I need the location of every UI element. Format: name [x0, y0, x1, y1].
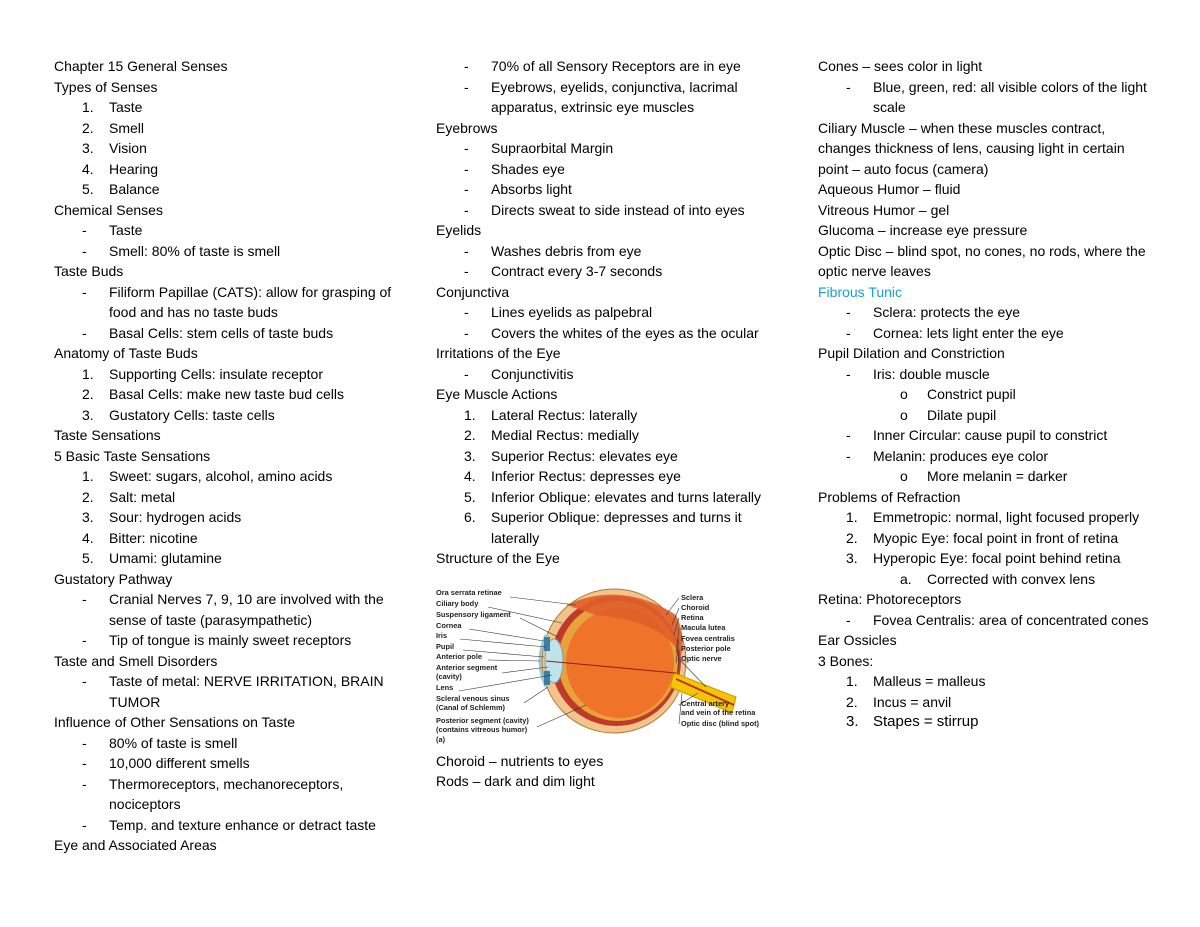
list-marker: 1.	[82, 99, 94, 115]
list-marker: 2.	[82, 488, 94, 505]
list-text: Umami: glutamine	[109, 550, 222, 566]
numbered-item-superior-oblique-depresses-and-turns-it-	[436, 507, 781, 548]
numbered-item-salt-metal	[54, 487, 399, 508]
list-text: Inner Circular: cause pupil to constrict	[873, 427, 1108, 443]
list-marker: 3.	[82, 140, 94, 156]
list-marker: 1.	[464, 406, 476, 423]
list-text: Eyebrows, eyelids, conjunctiva, lacrimal apparatus, extrinsic eye muscles	[491, 78, 738, 115]
heading-optic-disc-blind-spot-no-cones-no-rods-w: Optic Disc – blind spot, no cones, no rods, where the optic nerve leaves	[818, 242, 1146, 279]
label-posterior-segment: Posterior segment (cavity)	[436, 715, 529, 725]
heading-retina-photoreceptors: Retina: Photoreceptors	[818, 591, 962, 607]
sub-item-constrict-pupil	[818, 384, 1158, 405]
heading-taste-buds: Taste Buds	[54, 263, 124, 279]
bullet-item-filiform-papillae-cats-allow-for-graspin	[54, 282, 399, 323]
list-text: Basal Cells: stem cells of taste buds	[109, 324, 334, 341]
list-text: Temp. and texture enhance or detract taste	[109, 816, 376, 833]
list-marker: 4.	[82, 529, 94, 546]
label-optic-disc: Optic disc (blind spot)	[681, 718, 760, 728]
heading-choroid-nutrients-to-eyes: Choroid – nutrients to eyes	[436, 752, 604, 769]
list-marker: 1.	[846, 509, 858, 525]
list-text: Sweet: sugars, alcohol, amino acids	[109, 468, 333, 484]
numbered-item-inferior-rectus-depresses-eye	[436, 466, 781, 487]
list-text: Filiform Papillae (CATS): allow for grasping of food and has no taste buds	[109, 283, 392, 320]
list-marker: 5.	[82, 550, 94, 566]
list-marker: 2.	[464, 427, 476, 443]
label-retina: Retina	[681, 612, 704, 622]
label-suspensory-ligament: Suspensory ligament	[436, 609, 511, 619]
list-marker: -	[464, 181, 469, 197]
numbered-item-vision	[54, 138, 399, 159]
list-text: Salt: metal	[109, 488, 176, 505]
heading-taste-sensations: Taste Sensations	[54, 427, 161, 443]
list-marker: -	[82, 816, 87, 833]
label-vitreous-humor: (contains vitreous humor)	[436, 724, 528, 734]
label-lens: Lens	[436, 682, 454, 692]
heading-eye-and-associated-areas: Eye and Associated Areas	[54, 837, 217, 853]
right-labels	[681, 593, 760, 728]
bullet-item-smell-80-of-taste-is-smell	[54, 241, 399, 262]
label-iris: Iris	[436, 630, 448, 640]
list-text: Medial Rectus: medially	[491, 427, 639, 443]
heading-gustatory-pathway: Gustatory Pathway	[54, 570, 173, 587]
bullet-item-fovea-centralis-area-of-concentrated-con	[818, 610, 1158, 631]
list-marker: -	[82, 222, 87, 238]
list-marker: 1.	[82, 468, 94, 484]
numbered-item-hearing	[54, 159, 399, 180]
list-marker: -	[82, 734, 87, 751]
label-anterior-pole: Anterior pole	[436, 651, 482, 661]
list-text: Inferior Oblique: elevates and turns laterally	[491, 488, 762, 505]
bullet-item-absorbs-light	[436, 179, 781, 200]
label-optic-nerve: Optic nerve	[681, 653, 722, 663]
numbered-item-supporting-cells-insulate-receptor	[54, 364, 399, 385]
bullet-item-cranial-nerves-7-9-10-are-involved-with-	[54, 589, 399, 630]
list-text: Supraorbital Margin	[491, 140, 614, 156]
list-marker: 3.	[846, 713, 859, 730]
list-marker: o	[900, 406, 908, 423]
list-marker: -	[846, 447, 851, 464]
label-fovea-centralis: Fovea centralis	[681, 633, 735, 643]
bullet-item-blue-green-red-all-visible-colors-of-the	[818, 77, 1158, 118]
bullet-item-cornea-lets-light-enter-the-eye	[818, 323, 1158, 344]
list-marker: -	[82, 242, 87, 259]
label-pupil: Pupil	[436, 641, 455, 651]
heading-anatomy-of-taste-buds: Anatomy of Taste Buds	[54, 345, 198, 361]
heading-eyelids: Eyelids	[436, 222, 482, 238]
heading-ciliary-muscle-when-these-muscles-contra: Ciliary Muscle – when these muscles contract, changes thickness of lens, causing light in certain point – auto focus (camera)	[818, 119, 1125, 177]
bullet-item-melanin-produces-eye-color	[818, 446, 1158, 467]
bullet-item-temp-and-texture-enhance-or-detract-tast	[54, 815, 399, 836]
sub-item-more-melanin-darker	[818, 466, 1158, 487]
list-text: Directs sweat to side instead of into eyes	[491, 201, 745, 218]
bullet-item-basal-cells-stem-cells-of-taste-buds	[54, 323, 399, 344]
list-marker: -	[846, 611, 851, 628]
column-2	[436, 56, 781, 792]
sub-item-dilate-pupil	[818, 405, 1158, 426]
list-text: More melanin = darker	[927, 468, 1068, 484]
heading-pupil-dilation-and-constriction: Pupil Dilation and Constriction	[818, 345, 1005, 361]
list-text: Sour: hydrogen acids	[109, 509, 242, 525]
list-text: Tip of tongue is mainly sweet receptors	[109, 632, 352, 648]
label-central-artery: Central artery	[681, 698, 730, 708]
heading-influence-of-other-sensations-on-taste: Influence of Other Sensations on Taste	[54, 714, 296, 730]
label-vein-of-retina: and vein of the retina	[681, 707, 756, 717]
list-text: Washes debris from eye	[491, 242, 642, 259]
numbered-item-bitter-nicotine	[54, 528, 399, 549]
list-text: Blue, green, red: all visible colors of the light scale	[873, 78, 1147, 115]
bullet-item-thermoreceptors-mechanoreceptors-nocicep	[54, 774, 399, 815]
list-text: 10,000 different smells	[109, 755, 250, 771]
list-text: Shades eye	[491, 160, 565, 177]
list-text: Conjunctivitis	[491, 365, 574, 382]
list-text: 80% of taste is smell	[109, 734, 238, 751]
numbered-item-inferior-oblique-elevates-and-turns-late	[436, 487, 781, 508]
bullet-item-eyebrows-eyelids-conjunctiva-lacrimal-ap	[436, 77, 781, 118]
bullet-item-conjunctivitis	[436, 364, 781, 385]
heading-fibrous-tunic: Fibrous Tunic	[818, 283, 903, 300]
bullet-item-tip-of-tongue-is-mainly-sweet-receptors	[54, 630, 399, 651]
bullet-item-contract-every-3-7-seconds	[436, 261, 781, 282]
list-marker: -	[82, 632, 87, 648]
list-marker: -	[464, 160, 469, 177]
bullet-item-80-of-taste-is-smell	[54, 733, 399, 754]
heading-eye-muscle-actions: Eye Muscle Actions	[436, 386, 558, 402]
bullet-item-taste-of-metal-nerve-irritation-brain-tu	[54, 671, 399, 712]
list-marker: 1.	[846, 673, 858, 689]
list-text: Smell	[109, 119, 145, 136]
label-canal-of-schlemm: (Canal of Schlemm)	[436, 702, 505, 712]
list-marker: -	[464, 304, 469, 320]
list-text: Sclera: protects the eye	[873, 304, 1021, 320]
list-marker: -	[82, 755, 87, 771]
heading-ear-ossicles: Ear Ossicles	[818, 632, 897, 648]
bullet-item-lines-eyelids-as-palpebral	[436, 302, 781, 323]
list-marker: o	[900, 386, 908, 402]
list-marker: -	[846, 78, 851, 95]
list-marker: -	[82, 324, 87, 341]
left-labels	[436, 588, 529, 744]
list-text: Stapes = stirrup	[873, 713, 979, 730]
numbered-item-hyperopic-eye-focal-point-behind-retina	[818, 548, 1158, 569]
list-marker: 3.	[464, 447, 476, 464]
list-marker: -	[464, 140, 469, 156]
list-marker: 5.	[82, 181, 94, 197]
bullet-item-covers-the-whites-of-the-eyes-as-the-ocu	[436, 323, 781, 344]
list-marker: 3.	[846, 550, 858, 566]
list-text: Lines eyelids as palpebral	[491, 304, 653, 320]
heading-5-basic-taste-sensations: 5 Basic Taste Sensations	[54, 447, 211, 464]
list-text: Taste	[109, 99, 143, 115]
list-text: Myopic Eye: focal point in front of retina	[873, 529, 1119, 546]
label-ora-serrata: Ora serrata retinae	[436, 587, 502, 597]
heading-structure-of-the-eye: Structure of the Eye	[436, 550, 560, 566]
list-marker: 6.	[464, 509, 476, 525]
heading-glucoma-increase-eye-pressure: Glucoma – increase eye pressure	[818, 222, 1028, 238]
list-marker: -	[846, 427, 851, 443]
heading-aqueous-humor-fluid: Aqueous Humor – fluid	[818, 181, 961, 197]
label-anterior-segment-cavity: (cavity)	[436, 671, 462, 681]
list-marker: 2.	[82, 386, 94, 402]
list-text: Superior Rectus: elevates eye	[491, 447, 678, 464]
bullet-item-70-of-all-sensory-receptors-are-in-eye	[436, 56, 781, 77]
numbered-item-medial-rectus-medially	[436, 425, 781, 446]
list-text: Corrected with convex lens	[927, 570, 1096, 587]
list-text: Cranial Nerves 7, 9, 10 are involved with the sense of taste (parasympathetic)	[109, 591, 384, 628]
numbered-item-emmetropic-normal-light-focused-properly	[818, 507, 1158, 528]
list-marker: -	[82, 775, 87, 792]
numbered-item-balance	[54, 179, 399, 200]
list-text: Thermoreceptors, mechanoreceptors, nociceptors	[109, 775, 344, 812]
list-marker: -	[464, 242, 469, 259]
bullet-item-inner-circular-cause-pupil-to-constrict	[818, 425, 1158, 446]
heading-rods-dark-and-dim-light: Rods – dark and dim light	[436, 773, 595, 789]
list-text: Taste of metal: NERVE IRRITATION, BRAIN TUMOR	[109, 673, 384, 710]
numbered-item-sweet-sugars-alcohol-amino-acids	[54, 466, 399, 487]
list-text: Contract every 3-7 seconds	[491, 263, 663, 279]
label-macula-lutea: Macula lutea	[681, 622, 726, 632]
list-text: Taste	[109, 222, 143, 238]
numbered-item-stapes-stirrup	[818, 712, 1158, 733]
list-text: Superior Oblique: depresses and turns it laterally	[491, 509, 742, 546]
heading-conjunctiva: Conjunctiva	[436, 283, 510, 300]
heading-chemical-senses: Chemical Senses	[54, 201, 163, 218]
label-cornea: Cornea	[436, 620, 462, 630]
list-text: Absorbs light	[491, 181, 572, 197]
list-marker: 4.	[82, 160, 94, 177]
heading-types-of-senses: Types of Senses	[54, 78, 158, 95]
list-marker: o	[900, 468, 908, 484]
list-marker: -	[464, 324, 469, 341]
list-text: Supporting Cells: insulate receptor	[109, 365, 324, 382]
bullet-item-supraorbital-margin	[436, 138, 781, 159]
label-ciliary-body: Ciliary body	[436, 598, 479, 608]
list-text: Hearing	[109, 160, 159, 177]
list-marker: 3.	[82, 406, 94, 423]
list-text: Malleus = malleus	[873, 673, 986, 689]
list-marker: 2.	[82, 119, 94, 136]
list-marker: 4.	[464, 468, 476, 484]
column-3	[818, 56, 1158, 733]
bullet-item-directs-sweat-to-side-instead-of-into-ey	[436, 200, 781, 221]
list-text: Dilate pupil	[927, 406, 997, 423]
sub-item-corrected-with-convex-lens	[818, 569, 1158, 590]
label-anterior-segment: Anterior segment	[436, 662, 498, 672]
list-text: 70% of all Sensory Receptors are in eye	[491, 58, 741, 74]
list-marker: -	[846, 324, 851, 341]
list-text: Iris: double muscle	[873, 365, 990, 382]
column-1	[54, 56, 399, 856]
numbered-item-taste	[54, 97, 399, 118]
list-marker: -	[464, 365, 469, 382]
list-marker: -	[464, 78, 469, 95]
list-text: Inferior Rectus: depresses eye	[491, 468, 681, 484]
eye-structure-diagram	[436, 575, 781, 747]
numbered-item-malleus-malleus	[818, 671, 1158, 692]
list-marker: 3.	[82, 509, 94, 525]
list-text: Basal Cells: make new taste bud cells	[109, 386, 344, 402]
list-text: Bitter: nicotine	[109, 529, 198, 546]
heading-cones-sees-color-in-light: Cones – sees color in light	[818, 58, 983, 74]
numbered-item-myopic-eye-focal-point-in-front-of-retin	[818, 528, 1158, 549]
numbered-item-superior-rectus-elevates-eye	[436, 446, 781, 467]
list-marker: -	[464, 58, 469, 74]
list-marker: -	[82, 283, 87, 300]
bullet-item-sclera-protects-the-eye	[818, 302, 1158, 323]
list-marker: 5.	[464, 488, 476, 505]
list-text: Constrict pupil	[927, 386, 1016, 402]
bullet-item-taste	[54, 220, 399, 241]
list-text: Vision	[109, 140, 147, 156]
label-figure-a: (a)	[436, 734, 446, 744]
heading-eyebrows: Eyebrows	[436, 119, 498, 136]
list-marker: 2.	[846, 529, 858, 546]
numbered-item-sour-hydrogen-acids	[54, 507, 399, 528]
label-choroid: Choroid	[681, 602, 710, 612]
heading-vitreous-humor-gel: Vitreous Humor – gel	[818, 201, 950, 218]
numbered-item-basal-cells-make-new-taste-bud-cells	[54, 384, 399, 405]
list-text: Gustatory Cells: taste cells	[109, 406, 275, 423]
list-marker: 2.	[846, 693, 858, 710]
list-marker: 1.	[82, 365, 94, 382]
bullet-item-shades-eye	[436, 159, 781, 180]
heading-irritations-of-the-eye: Irritations of the Eye	[436, 345, 561, 361]
numbered-item-umami-glutamine	[54, 548, 399, 569]
heading-taste-and-smell-disorders: Taste and Smell Disorders	[54, 652, 218, 669]
list-text: Emmetropic: normal, light focused properly	[873, 509, 1140, 525]
list-marker: -	[846, 304, 851, 320]
list-text: Hyperopic Eye: focal point behind retina	[873, 550, 1121, 566]
list-text: Balance	[109, 181, 160, 197]
list-text: Incus = anvil	[873, 693, 952, 710]
list-marker: a.	[900, 570, 912, 587]
list-marker: -	[464, 201, 469, 218]
list-text: Cornea: lets light enter the eye	[873, 324, 1064, 341]
list-text: Smell: 80% of taste is smell	[109, 242, 281, 259]
list-text: Melanin: produces eye color	[873, 447, 1049, 464]
list-text: Covers the whites of the eyes as the ocular	[491, 324, 759, 341]
heading-chapter-15-general-senses: Chapter 15 General Senses	[54, 58, 228, 74]
bullet-item-10-000-different-smells	[54, 753, 399, 774]
label-posterior-pole: Posterior pole	[681, 643, 731, 653]
bullet-item-washes-debris-from-eye	[436, 241, 781, 262]
numbered-item-lateral-rectus-laterally	[436, 405, 781, 426]
bullet-item-iris-double-muscle	[818, 364, 1158, 385]
numbered-item-smell	[54, 118, 399, 139]
numbered-item-gustatory-cells-taste-cells	[54, 405, 399, 426]
eye-anatomy-illustration	[436, 575, 781, 747]
list-text: Lateral Rectus: laterally	[491, 406, 638, 423]
numbered-item-incus-anvil	[818, 692, 1158, 713]
list-marker: -	[82, 673, 87, 689]
heading-problems-of-refraction: Problems of Refraction	[818, 488, 961, 505]
list-marker: -	[82, 591, 87, 607]
list-text: Fovea Centralis: area of concentrated cones	[873, 611, 1149, 628]
list-marker: -	[846, 365, 851, 382]
heading-3-bones: 3 Bones:	[818, 652, 874, 669]
label-scleral-venous-sinus: Scleral venous sinus	[436, 693, 510, 703]
list-marker: -	[464, 263, 469, 279]
label-sclera: Sclera	[681, 592, 704, 602]
